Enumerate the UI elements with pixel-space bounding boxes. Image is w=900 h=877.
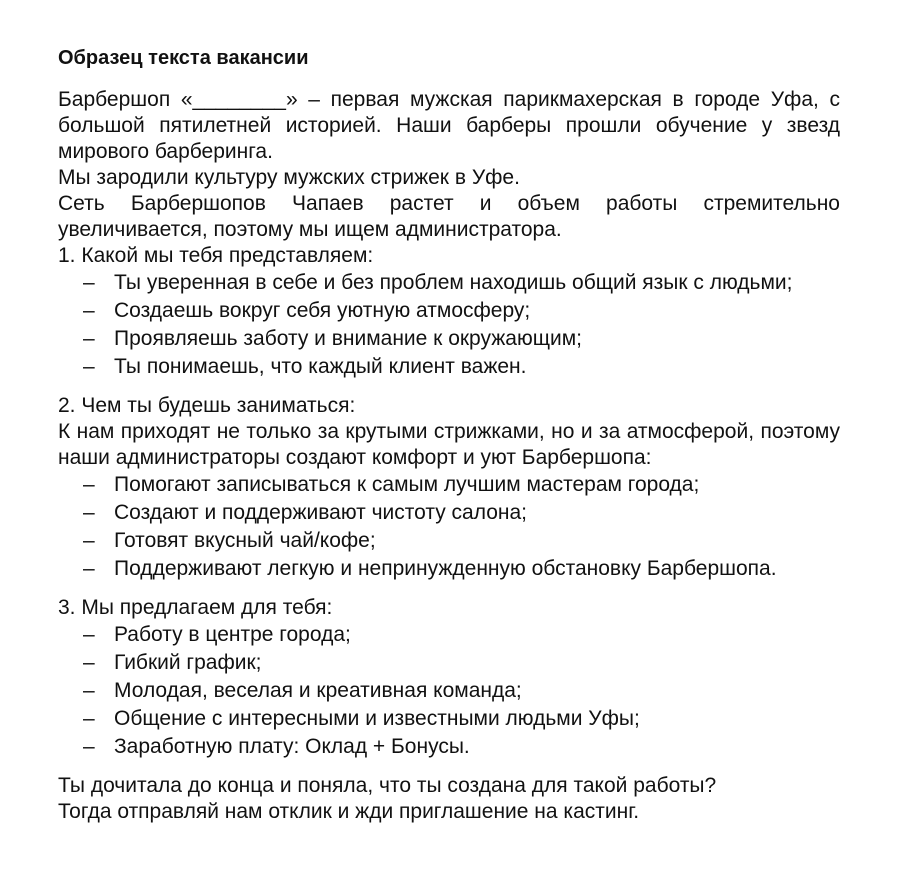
dash-bullet: – <box>83 473 95 496</box>
list-item: – Молодая, веселая и креативная команда; <box>58 677 840 705</box>
dash-bullet: – <box>83 623 95 646</box>
list-item: – Ты уверенная в себе и без проблем находишь общий язык с людьми; <box>58 269 840 297</box>
outro-line-1: Ты дочитала до конца и поняла, что ты создана для такой работы? <box>58 774 717 797</box>
list-item: – Создают и поддерживают чистоту салона; <box>58 499 840 527</box>
list-item: – Готовят вкусный чай/кофе; <box>58 527 840 555</box>
list-item: – Гибкий график; <box>58 649 840 677</box>
section-3-list <box>58 621 840 761</box>
list-item: – Создаешь вокруг себя уютную атмосферу; <box>58 297 840 325</box>
list-item: – Поддерживают легкую и непринужденную обстановку Барбершопа. <box>58 555 840 583</box>
list-item: – Общение с интересными и известными людьми Уфы; <box>58 705 840 733</box>
dash-bullet: – <box>83 271 95 294</box>
intro-paragraph-2: Мы зародили культуру мужских стрижек в Уфе. <box>58 166 520 189</box>
dash-bullet: – <box>83 735 95 758</box>
dash-bullet: – <box>83 651 95 674</box>
section-2-list <box>58 471 840 583</box>
dash-bullet: – <box>83 501 95 524</box>
list-item: – Заработную плату: Оклад + Бонусы. <box>58 733 840 761</box>
section-3-heading: 3. Мы предлагаем для тебя: <box>58 596 333 619</box>
dash-bullet: – <box>83 707 95 730</box>
section-2-heading: 2. Чем ты будешь заниматься: <box>58 394 356 417</box>
list-item: – Работу в центре города; <box>58 621 840 649</box>
list-item: – Ты понимаешь, что каждый клиент важен. <box>58 353 840 381</box>
section-1-list <box>58 269 840 381</box>
dash-bullet: – <box>83 679 95 702</box>
intro-paragraph-3: Сеть Барбершопов Чапаев растет и объем работы стремительно увеличивается, поэтому мы ищем администратора. <box>58 192 840 241</box>
list-item: – Проявляешь заботу и внимание к окружающим; <box>58 325 840 353</box>
outro-line-2: Тогда отправляй нам отклик и жди приглашение на кастинг. <box>58 800 640 823</box>
list-item: – Помогают записываться к самым лучшим мастерам города; <box>58 471 840 499</box>
dash-bullet: – <box>83 299 95 322</box>
section-1-heading: 1. Какой мы тебя представляем: <box>58 244 374 267</box>
dash-bullet: – <box>83 355 95 378</box>
dash-bullet: – <box>83 557 95 580</box>
dash-bullet: – <box>83 529 95 552</box>
dash-bullet: – <box>83 327 95 350</box>
document-title: Образец текста вакансии <box>58 47 309 69</box>
section-2-text: К нам приходят не только за крутыми стрижками, но и за атмосферой, поэтому наши администраторы создают комфорт и уют Барбершопа: <box>58 420 840 469</box>
intro-paragraph-1: Барбершоп «________» – первая мужская парикмахерская в городе Уфа, с большой пятилетней историей. Наши барберы прошли обучение у звезд мирового барберинга. <box>58 88 840 163</box>
